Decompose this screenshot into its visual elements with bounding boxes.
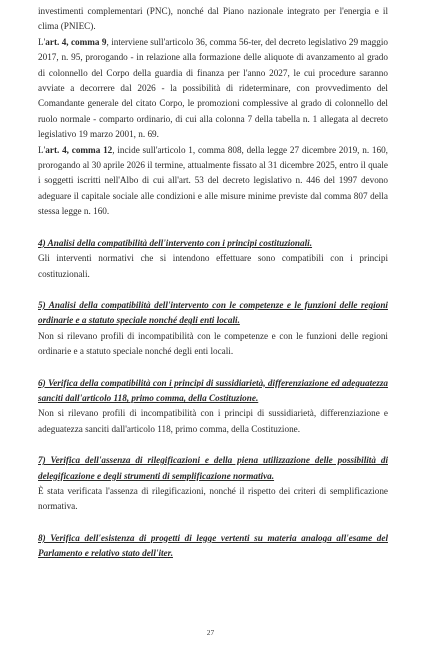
- section-heading-8: 8) Verifica dell'esistenza di progetti di legge vertenti su materia analoga all'esame del Parlamento e relativo stato dell'iter.: [38, 532, 388, 559]
- section-heading-4: 4) Analisi della compatibilità dell'intervento con i principi costituzionali.: [38, 237, 313, 248]
- spacer: [38, 437, 388, 453]
- section-body-4: Gli interventi normativi che si intendono effettuare sono compatibili con i principi costituzionali.: [38, 253, 388, 279]
- article-reference: art. 4, comma 12: [45, 144, 113, 155]
- spacer: [38, 282, 388, 298]
- section-body-5: Non si rilevano profili di incompatibilità con le competenze e con le funzioni delle regioni ordinarie e a statuto speciale nonché degli enti locali.: [38, 330, 388, 357]
- art-prefix: L': [38, 144, 46, 155]
- spacer: [38, 515, 388, 531]
- section-body-7: È stata verificata l'assenza di rilegificazioni, nonché il rispetto dei criteri di semplificazione normativa.: [38, 485, 388, 512]
- section-heading-5: 5) Analisi della compatibilità dell'intervento con le competenze e le funzioni delle regioni ordinarie e a statuto speciale nonché degli enti locali.: [38, 299, 388, 326]
- paragraph-text: , incide sull'articolo 1, comma 808, della legge 27 dicembre 2019, n. 160, prorogando al 30 aprile 2026 il termine, attualmente fissato al 31 dicembre 2025, entro il quale i soggetti iscritti nell'Albo di cui all'art. 53 del decreto legislativo n. 446 del 1997 devono adeguare il capitale sociale alle condizioni e alle misure minime previste dal comma 807 della stessa legge n. 160.: [38, 144, 388, 217]
- paragraph-intro: investimenti complementari (PNC), nonché dal Piano nazionale integrato per l'energia e il clima (PNIEC).: [38, 6, 388, 32]
- section-heading-6: 6) Verifica della compatibilità con i principi di sussidiarietà, differenziazione ed adeguatezza sanciti dall'articolo 118, primo comma, della Costituzione.: [38, 377, 388, 403]
- art-prefix: L': [38, 36, 46, 47]
- spacer: [38, 220, 388, 236]
- page-number: 27: [206, 628, 215, 637]
- paragraph-text: , interviene sull'articolo 36, comma 56-ter, del decreto legislativo 29 maggio 2017, n. 95, prorogando - in relazione alla formazione delle aliquote di avanzamento al grado di colonnello del Corpo della guardia di finanza per l'anno 2027, le cui procedure saranno avviate a decorrere dal 2026 - la possibilità di rideterminare, con provvedimento del Comandante generale del citato Corpo, le promozioni complessive al grado di colonnello del ruolo normale - comparto ordinario, di cui alla colonna 7 della tabella n. 1 allegata al decreto legislativo 19 marzo 2001, n. 69.: [38, 36, 388, 140]
- section-heading-7: 7) Verifica dell'assenza di rilegificazioni e della piena utilizzazione delle possibilità di delegificazione e degli strumenti di semplificazione normativa.: [38, 455, 388, 481]
- document-page: [38, 4, 388, 562]
- paragraph-art4-comma12: [38, 143, 388, 220]
- section-body-6: Non si rilevano profili di incompatibilità con i principi di sussidiarietà, differenziazione e adeguatezza sanciti dall'articolo 118, primo comma, della Costituzione.: [38, 408, 388, 434]
- paragraph-art4-comma9: [38, 35, 388, 143]
- article-reference: art. 4, comma 9: [45, 36, 107, 47]
- spacer: [38, 360, 388, 376]
